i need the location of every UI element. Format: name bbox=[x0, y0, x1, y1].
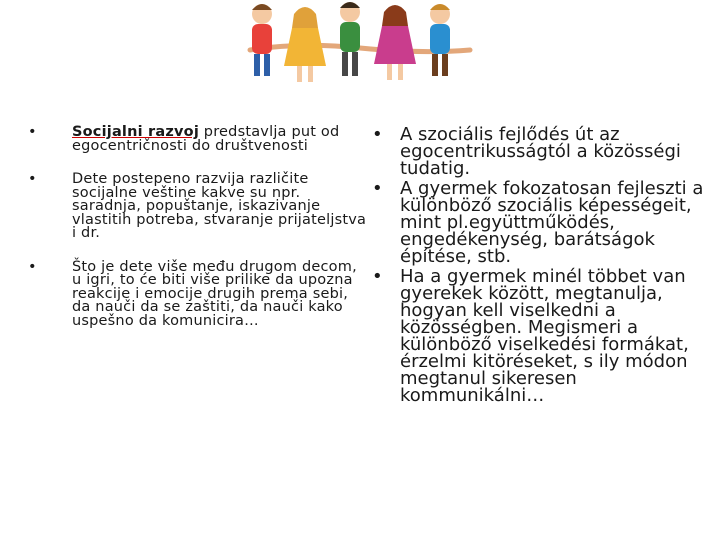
list-item bbox=[372, 268, 712, 404]
list-item-text: A szociális fejlődés út az egocentrikusságtól a közösségi tudatig. bbox=[400, 124, 681, 179]
bullet: • bbox=[372, 124, 383, 145]
children-holding-hands-icon bbox=[0, 0, 720, 100]
bullet: • bbox=[28, 124, 37, 140]
list-item bbox=[372, 180, 712, 265]
serbian-text-column bbox=[28, 126, 368, 328]
bullet: • bbox=[28, 258, 37, 275]
list-item-text: A gyermek fokozatosan fejleszti a különböző szociális képességeit, mint pl.együttműködés, engedékenység, barátságok építése, stb. bbox=[400, 178, 704, 267]
hungarian-text-column bbox=[372, 126, 712, 404]
bullet: • bbox=[28, 171, 37, 187]
list-item-text: Dete postepeno razvija različite socijalne veštine kakve su npr. saradnja, popuštanje, iskazivanje vlastitih potreba, stvaranje prijateljstva i dr. bbox=[72, 171, 367, 241]
list-item-text: Ha a gyermek minél többet van gyerekek között, megtanulja, hogyan kell viselkedni a közösségben. Megismeri a különböző viselkedési formákat, érzelmi kitöréseket, s ily módon megtanul sikeresen kommunikálni… bbox=[400, 266, 689, 406]
list-item bbox=[28, 173, 368, 241]
key-term: Socijalni razvoj bbox=[72, 124, 199, 140]
list-item bbox=[372, 126, 712, 177]
bullet: • bbox=[372, 266, 383, 287]
list-item-text: predstavlja put od egocentričnosti do društvenosti bbox=[72, 124, 340, 154]
list-item-text: Što je dete više među drugom decom, u igri, to će biti više prilike da upozna reakcije i emocije drugih prema sebi, da nauči da se zaštiti, da nauči kako uspešno da komunicira… bbox=[72, 258, 357, 329]
bullet: • bbox=[372, 178, 383, 199]
list-item bbox=[28, 126, 368, 153]
list-item bbox=[28, 258, 368, 329]
